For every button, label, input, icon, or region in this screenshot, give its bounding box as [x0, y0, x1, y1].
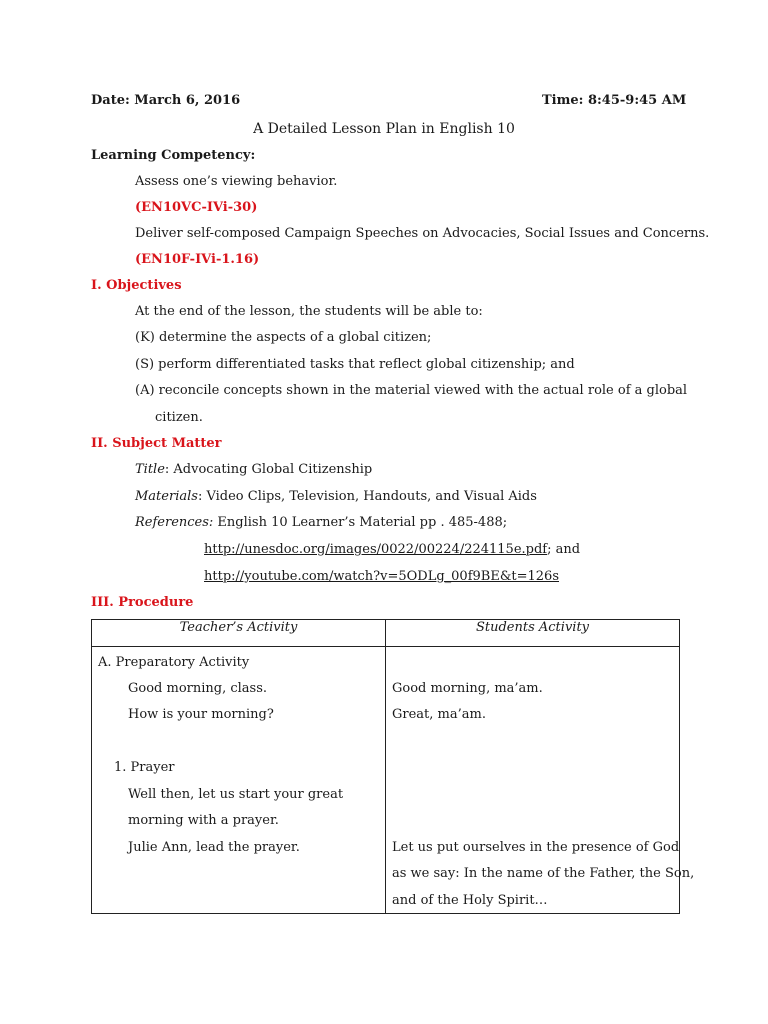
teacher-activity-cell: [92, 647, 386, 914]
teacher-line: Well then, let us start your great: [128, 787, 344, 802]
competency-code: (EN10VC-IVi-30): [135, 200, 258, 215]
objectives-heading: I. Objectives: [91, 278, 182, 293]
competency-item: Deliver self-composed Campaign Speeches on Advocacies, Social Issues and Concerns.: [135, 226, 710, 241]
reference-link-line: [204, 569, 559, 584]
subject-title-value: : Advocating Global Citizenship: [164, 462, 373, 477]
subject-references: [135, 515, 507, 530]
reference-link-line: [204, 542, 580, 557]
student-line: Let us put ourselves in the presence of God: [392, 840, 680, 855]
objective-item: (S) perform differentiated tasks that reflect global citizenship; and: [135, 357, 575, 372]
student-activity-cell: [386, 647, 695, 914]
competency-heading: Learning Competency:: [91, 148, 256, 163]
reference-link-youtube[interactable]: http://youtube.com/watch?v=5ODLg_00f9BE&t=126s: [204, 569, 559, 584]
competency-code: (EN10F-IVi-1.16): [135, 252, 260, 267]
reference-link-unesdoc[interactable]: http://unesdoc.org/images/0022/00224/224115e.pdf: [204, 542, 548, 557]
objective-item: (A) reconcile concepts shown in the material viewed with the actual role of a global: [135, 383, 688, 398]
student-line: Great, ma’am.: [392, 707, 486, 722]
time-label: Time: 8:45-9:45 AM: [542, 93, 687, 108]
competency-item: Assess one’s viewing behavior.: [135, 174, 338, 189]
objective-item-continued: citizen.: [155, 410, 203, 425]
teacher-line: How is your morning?: [128, 707, 274, 722]
reference-link-suffix: ; and: [547, 542, 581, 557]
subject-heading: II. Subject Matter: [91, 436, 222, 451]
column-header-teacher: Teacher’s Activity: [92, 620, 386, 647]
objective-item: (K) determine the aspects of a global citizen;: [135, 330, 432, 345]
subject-references-label: References:: [135, 515, 214, 530]
subject-materials-value: : Video Clips, Television, Handouts, and Visual Aids: [197, 489, 537, 504]
teacher-line: Julie Ann, lead the prayer.: [128, 840, 300, 855]
date-label: Date: March 6, 2016: [91, 93, 241, 108]
student-line: Good morning, ma’am.: [392, 681, 543, 696]
subject-materials: [135, 489, 537, 504]
subject-title-label: Title: [135, 462, 165, 477]
teacher-line: morning with a prayer.: [128, 813, 279, 828]
teacher-line: 1. Prayer: [114, 760, 175, 775]
objectives-intro: At the end of the lesson, the students will be able to:: [135, 304, 483, 319]
teacher-line: Good morning, class.: [128, 681, 268, 696]
subject-title: [135, 462, 372, 477]
procedure-table: [91, 619, 695, 914]
column-header-students: Students Activity: [386, 620, 680, 647]
student-line: as we say: In the name of the Father, the Son,: [392, 866, 695, 881]
teacher-line: A. Preparatory Activity: [98, 655, 250, 670]
subject-materials-label: Materials: [135, 489, 198, 504]
document-title: A Detailed Lesson Plan in English 10: [253, 121, 515, 137]
student-line: and of the Holy Spirit…: [392, 893, 548, 908]
procedure-heading: III. Procedure: [91, 595, 194, 610]
subject-references-value: English 10 Learner’s Material pp . 485-488;: [213, 515, 508, 530]
